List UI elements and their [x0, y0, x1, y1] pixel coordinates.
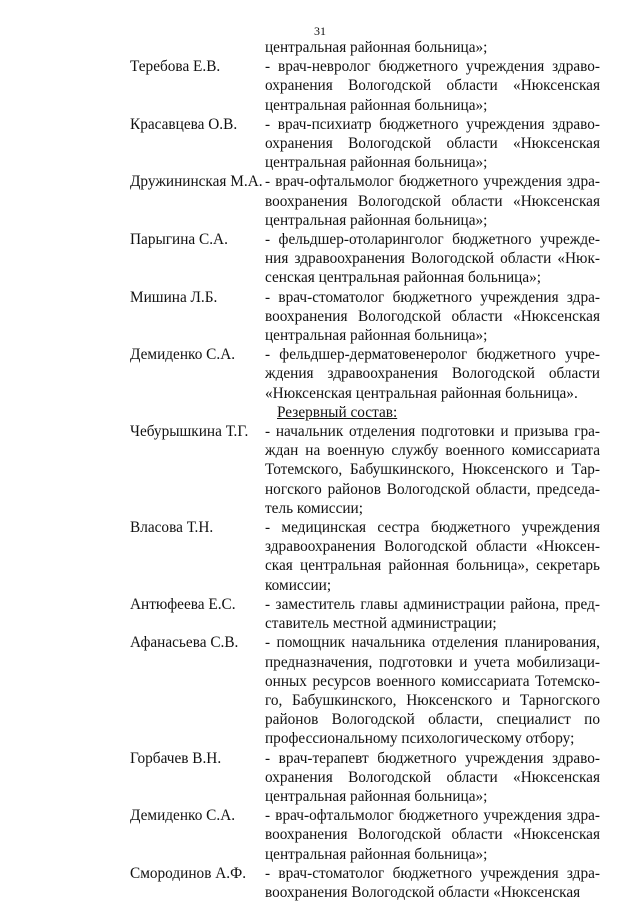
description-line: ния здравоохранения Вологодской области «Нюк- — [265, 250, 600, 268]
description-line: центральная районная больница»; — [265, 211, 488, 229]
description-line: - врач-стоматолог бюджетного учреждения здра- — [265, 288, 600, 306]
reserve-heading: Резервный состав: — [277, 403, 398, 421]
member-entry — [130, 57, 600, 115]
description-line: - врач-психиатр бюджетного учреждения здраво- — [265, 115, 600, 133]
continuation-entry — [130, 38, 600, 57]
member-entry — [130, 115, 600, 173]
continuation-line: центральная районная больница»; — [265, 39, 488, 56]
description-line: онных ресурсов военного комиссариата Тотемско- — [265, 672, 600, 690]
description-line: ская центральная районная больница», секретарь — [265, 557, 600, 575]
description-line: комиссии; — [265, 576, 332, 594]
document-content — [130, 38, 600, 902]
description-line: здравоохранения Вологодской области «Нюксен- — [265, 538, 600, 556]
member-name: Теребова Е.В. — [130, 58, 221, 76]
member-name: Смородинов А.Ф. — [130, 864, 247, 882]
description-line: - врач-офтальмолог бюджетного учреждения здра- — [265, 173, 600, 191]
member-entry — [130, 172, 600, 230]
description-line: охранения Вологодской области «Нюксенская — [265, 135, 600, 153]
member-entry — [130, 518, 600, 595]
member-description — [265, 633, 600, 748]
member-description — [265, 595, 600, 633]
member-entry — [130, 749, 600, 807]
description-line: центральная районная больница»; — [265, 787, 488, 805]
member-entry — [130, 806, 600, 864]
member-description — [265, 864, 600, 902]
member-entry — [130, 633, 600, 748]
description-line: охранения Вологодской области «Нюксенская — [265, 77, 600, 95]
description-line: - начальник отделения подготовки и призыва гра- — [265, 423, 600, 441]
member-description — [265, 749, 600, 807]
member-name: Горбачев В.Н. — [130, 749, 222, 767]
description-line: предназначения, подготовки и учета мобилизаци- — [265, 653, 600, 671]
description-line: - заместитель главы администрации района, пред- — [265, 595, 600, 613]
member-description — [265, 345, 600, 403]
member-entry — [130, 288, 600, 346]
member-description — [265, 172, 600, 230]
member-name: Чебурышкина Т.Г. — [130, 423, 249, 441]
description-line: ждан на военную службу военного комиссариата — [265, 442, 600, 460]
description-line: ставитель местной администрации; — [265, 615, 497, 633]
member-description — [265, 230, 600, 288]
description-line: - врач-офтальмолог бюджетного учреждения здра- — [265, 807, 600, 825]
member-description — [265, 288, 600, 346]
member-name: Мишина Л.Б. — [130, 288, 218, 306]
member-entry — [130, 422, 600, 518]
member-name: Афанасьева С.В. — [130, 634, 239, 652]
page-number: 31 — [314, 24, 326, 38]
member-name: Власова Т.Н. — [130, 519, 214, 537]
description-line: - врач-терапевт бюджетного учреждения здраво- — [265, 749, 600, 767]
description-line: центральная районная больница»; — [265, 327, 488, 345]
description-line: ногского районов Вологодской области, председа- — [265, 480, 600, 498]
member-description — [265, 806, 600, 864]
description-line: воохранения Вологодской области «Нюксенская — [265, 192, 600, 210]
description-line: районов Вологодской области, специалист по — [265, 711, 600, 729]
description-line: воохранения Вологодской области «Нюксенская — [265, 307, 600, 325]
description-line: центральная районная больница»; — [265, 154, 488, 172]
member-description — [265, 57, 600, 115]
description-line: - врач-стоматолог бюджетного учреждения здра- — [265, 864, 600, 882]
member-name: Парыгина С.А. — [130, 231, 228, 249]
description-line: центральная районная больница»; — [265, 96, 488, 114]
member-name: Дружининская М.А. — [130, 173, 263, 191]
description-line: - медицинская сестра бюджетного учреждения — [265, 519, 600, 537]
description-line: «Нюксенская центральная районная больница». — [265, 384, 578, 402]
description-line: Тотемского, Бабушкинского, Нюксенского и Тар- — [265, 461, 600, 479]
description-line: воохранения Вологодской области «Нюксенская — [265, 883, 581, 901]
member-name: Демиденко С.А. — [130, 807, 236, 825]
description-line: - помощник начальника отделения планирования, — [265, 634, 600, 652]
description-line: воохранения Вологодской области «Нюксенская — [265, 826, 600, 844]
member-name: Демиденко С.А. — [130, 346, 236, 364]
member-description — [265, 422, 600, 518]
member-description — [265, 115, 600, 173]
member-name: Красавцева О.В. — [130, 115, 238, 133]
description-line: тель комиссии; — [265, 499, 363, 517]
member-entry — [130, 230, 600, 288]
description-line: го, Бабушкинского, Нюксенского и Тарногского — [265, 691, 600, 709]
member-entry — [130, 345, 600, 403]
description-line: сенская центральная районная больница»; — [265, 269, 542, 287]
description-line: - врач-невролог бюджетного учреждения здраво- — [265, 58, 600, 76]
member-entry — [130, 595, 600, 633]
member-entry — [130, 864, 600, 902]
description-line: ждения здравоохранения Вологодской области — [265, 365, 600, 383]
member-description — [265, 518, 600, 595]
member-name: Антюфеева Е.С. — [130, 595, 236, 613]
description-line: - фельдшер-дерматовенеролог бюджетного учре- — [265, 346, 600, 364]
reserve-members-list — [130, 422, 600, 902]
description-line: - фельдшер-отоларинголог бюджетного учрежде- — [265, 231, 600, 249]
description-line: центральная районная больница»; — [265, 845, 488, 863]
description-line: профессиональному психологическому отбору; — [265, 730, 575, 748]
description-line: охранения Вологодской области «Нюксенская — [265, 768, 600, 786]
main-members-list — [130, 57, 600, 403]
